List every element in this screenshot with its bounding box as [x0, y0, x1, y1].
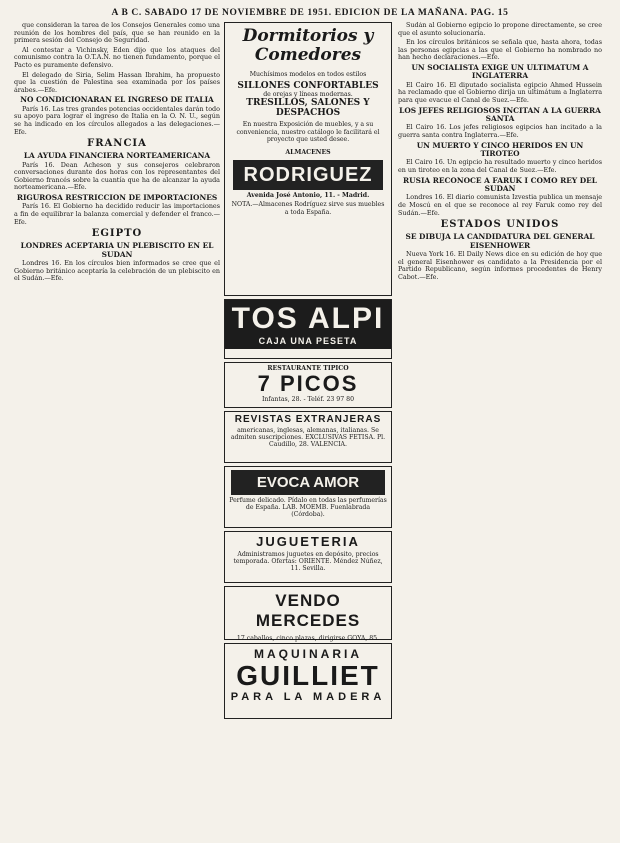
ad-jugueteria [224, 531, 392, 583]
ad-brand-logo: RODRIGUEZ [233, 160, 383, 190]
article-text: El delegado de Siria, Selim Hassan Ibrahim, ha propuesto que la cuestión de Palestina sea examinada por los países árabes.—Efe. [14, 70, 220, 94]
ad-mercedes [224, 586, 392, 640]
ad-text: Muchísimos modelos en todos estilos [249, 71, 367, 78]
section-heading: FRANCIA [87, 138, 147, 150]
ad-text: de orejas y líneas modernas. [263, 91, 353, 99]
headline: LONDRES ACEPTARIA UN PLEBISCITO EN EL SUDAN [20, 241, 214, 259]
headline: NO CONDICIONARAN EL INGRESO DE ITALIA [20, 95, 214, 105]
ad-brand-pre: MAQUINARIA [254, 647, 362, 661]
ad-title: 7 PICOS [257, 371, 359, 397]
article-text: El Cairo 16. Un egipcio ha resultado muerto y cinco heridos en un tiroteo en la zona del Canal de Suez.—Efe. [398, 158, 602, 174]
ad-brand-logo: GUILLIET [236, 660, 380, 691]
ad-title: VENDO MERCEDES [255, 591, 361, 630]
ad-brand-pre: ALMACENES [285, 149, 331, 157]
ad-tos-alpi [224, 299, 392, 359]
ad-brand-logo: EVOCA AMOR [231, 470, 385, 495]
ad-text: americanas, inglesas, alemanas, italianas. Se admiten suscripciones. EXCLUSIVAS FETISA. Pl. Caudillo, 28. VALENCIA. [230, 427, 386, 449]
article-text: El Cairo 16. Los jefes religiosos egipcios han incitado a la guerra santa contra Inglaterra.—Efe. [398, 123, 602, 139]
page-header: A B C. SABADO 17 DE NOVIEMBRE DE 1951. EDICION DE LA MAÑANA. PAG. 15 [111, 8, 509, 18]
article-text: En los círculos británicos se señala que, hasta ahora, todas las personas egipcias a las que el Gobierno ha nombrado no han hecho declaraciones.—Efe. [398, 38, 602, 62]
article-text: Al contestar a Vichinsky, Eden dijo que los ataques del comunismo contra la O.T.A.N. no tienen fundamento, porque el Pacto es puramente defensivo. [14, 45, 220, 69]
section-heading: ESTADOS UNIDOS [440, 219, 560, 231]
article-text: París 16. Las tres grandes potencias occidentales darán todo su apoyo para lograr el ingreso de Italia en la O. N. U., según se ha indicado en los círculos allegados a las delegaciones.—Efe. [14, 104, 220, 136]
headline: SE DIBUJA LA CANDIDATURA DEL GENERAL EISENHOWER [405, 232, 595, 250]
ad-title: Dormitorios y Comedores [242, 26, 374, 65]
ad-title: JUGUETERIA [256, 534, 360, 549]
headline: LA AYUDA FINANCIERA NORTEAMERICANA [23, 151, 211, 161]
ad-line: SILLONES CONFORTABLES [237, 81, 379, 92]
article-text: París 16. Dean Acheson y sus consejeros celebraron conversaciones durante dos horas con los representantes del Gobierno francés sobre la cuantía que ha de alcanzar la ayuda norteamericana.—Efe. [14, 160, 220, 192]
ad-restaurant [224, 362, 392, 408]
ad-brand-logo: TOS ALPI [225, 300, 391, 335]
article-text: El Cairo 16. El diputado socialista egipcio Ahmed Hussein ha reclamado que el Gobierno dirija un ultimátum a Inglaterra para que evacue el Canal de Suez.—Efe. [398, 80, 602, 104]
article-text: Sudán al Gobierno egipcio lo propone directamente, se cree que el asunto solucionaría. [398, 22, 602, 37]
ad-note: NOTA.—Almacenes Rodríguez sirve sus muebles a toda España. [231, 201, 385, 216]
headline: RUSIA RECONOCE A FARUK I COMO REY DEL SUDAN [403, 175, 597, 193]
article-text: que consideran la tarea de los Consejos Generales como una reunión de los hombres del país, que se han reunido en la primera sesión del Consejo de Seguridad. [14, 22, 220, 45]
ad-guilliet [224, 643, 392, 719]
ad-brand-pre: RESTAURANTE TIPICO [267, 365, 349, 372]
article-text: París 16. El Gobierno ha decidido reducir las importaciones a fin de equilibrar la balanza comercial y defender el franco.—Efe. [14, 202, 220, 226]
article-text: Nueva York 16. El Daily News dice en su edición de hoy que el general Eisenhower es candidato a la Presidencia por el Partido Republicano, según informes procedentes de Henry Cabot.—Efe. [398, 249, 602, 281]
headline: RIGUROSA RESTRICCION DE IMPORTACIONES [16, 192, 218, 202]
ad-text: 17 caballos, cinco plazas, dirigirse GOYA, 85. [236, 635, 380, 642]
article-text: Londres 16. En los círculos bien informados se cree que el Gobierno británico aceptaría la celebración de un plebiscito en el Sudán.—Efe. [14, 258, 220, 283]
section-heading: EGIPTO [91, 228, 143, 240]
advertisements-column [224, 22, 392, 840]
ad-title: REVISTAS EXTRANJERAS [234, 414, 382, 425]
ad-text: En nuestra Exposición de muebles, y a su conveniencia, nuestro catálogo le facilitará el proyecto que usted desee. [236, 121, 380, 143]
headline: UN MUERTO Y CINCO HERIDOS EN UN TIROTEO [416, 140, 584, 158]
ad-furniture [224, 22, 392, 296]
ad-address: Infantas, 28. - Teléf. 23 97 80 [261, 396, 355, 404]
ad-revistas [224, 411, 392, 463]
ad-text: PARA LA MADERA [230, 691, 386, 703]
right-column [398, 22, 602, 842]
ad-price: CAJA UNA PESETA [225, 335, 391, 349]
ad-perfume [224, 466, 392, 528]
left-column [14, 22, 220, 842]
headline: LOS JEFES RELIGIOSOS INCITAN A LA GUERRA SANTA [399, 105, 601, 123]
headline: UN SOCIALISTA EXIGE UN ULTIMATUM A INGLATERRA [411, 62, 589, 81]
ad-text: Perfume delicado. Pídalo en todas las perfumerías de España. LAB. MOEMB. Fuenlabrada (Córdoba). [229, 497, 387, 519]
ad-text: Administramos juguetes en depósito, precios temporada. Ofertas: ORIENTE. Méndez Núñez, 11. Sevilla. [233, 551, 383, 573]
article-text: Londres 16. El diario comunista Izvestia publica un mensaje de Moscú en el que se reconoce al rey Faruk como rey del Sudán.—Efe. [398, 193, 602, 217]
ad-line: TRESILLOS, SALONES Y DESPACHOS [246, 98, 370, 119]
ad-address: Avenida José Antonio, 11. - Madrid. [246, 192, 370, 200]
